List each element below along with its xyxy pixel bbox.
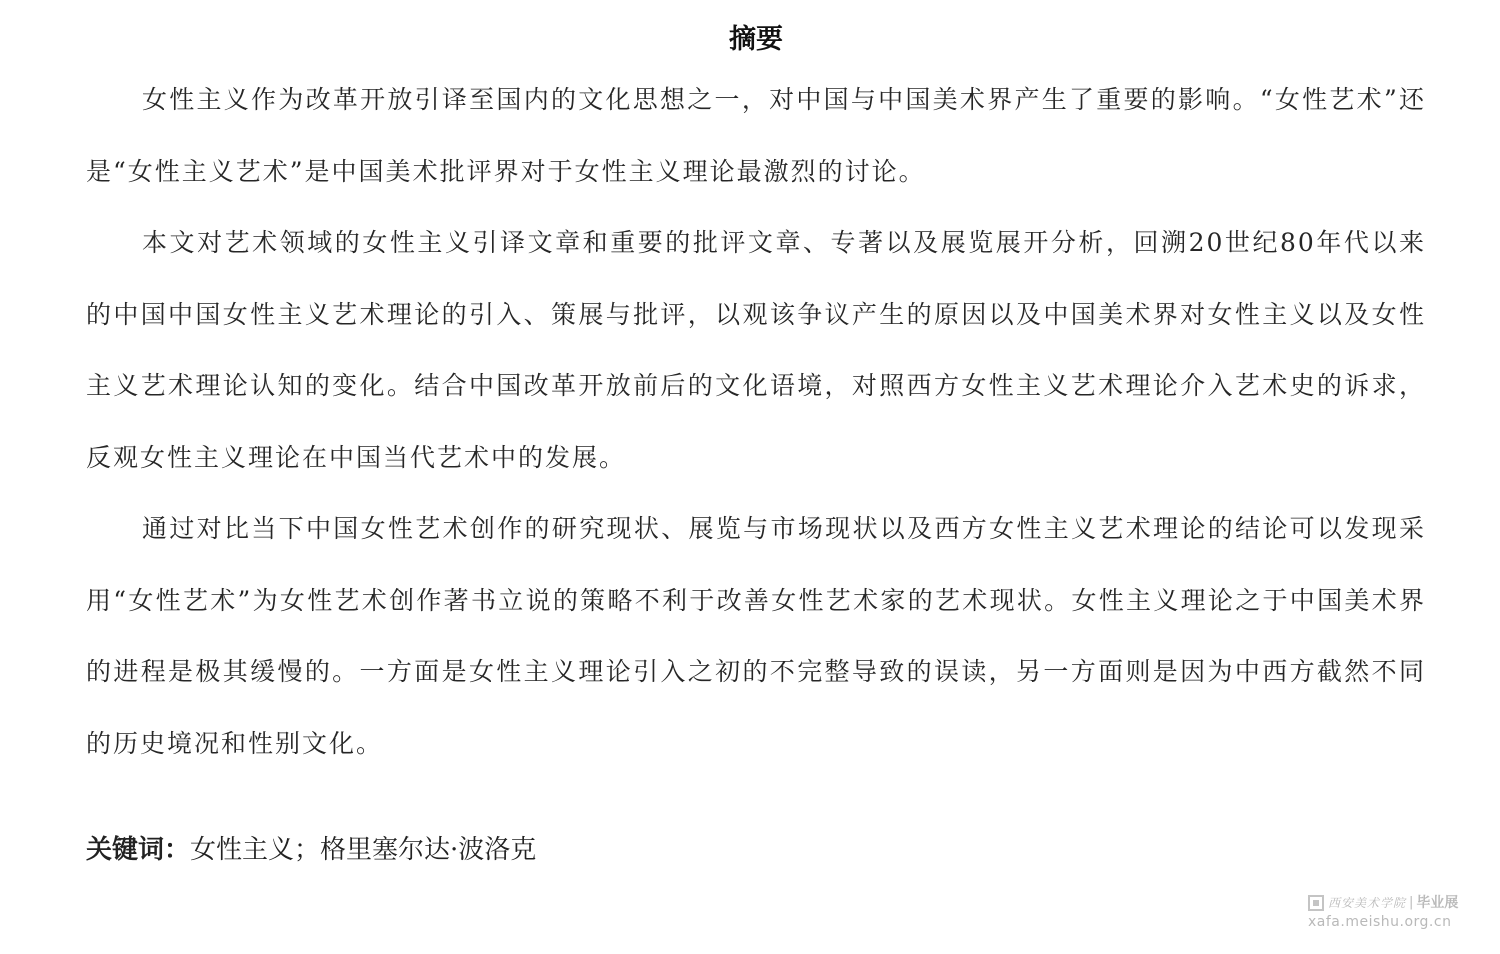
watermark-url: xafa.meishu.org.cn bbox=[1308, 914, 1452, 930]
abstract-paragraph-2: 本文对艺术领域的女性主义引译文章和重要的批评文章、专著以及展览展开分析，回溯20世纪80年代以来的中国中国女性主义艺术理论的引入、策展与批评，以观该争议产生的原因以及中国美术界对女性主义以及女性主义艺术理论认知的变化。结合中国改革开放前后的文化语境，对照西方女性主义艺术理论介入艺术史的诉求，反观女性主义理论在中国当代艺术中的发展。 bbox=[86, 228, 1426, 472]
abstract-paragraph-3: 通过对比当下中国女性艺术创作的研究现状、展览与市场现状以及西方女性主义艺术理论的结论可以发现采用“女性艺术”为女性艺术创作著书立说的策略不利于改善女性艺术家的艺术现状。女性主义理论之于中国美术界的进程是极其缓慢的。一方面是女性主义理论引入之初的不完整导致的误读，另一方面则是因为中西方截然不同的历史境况和性别文化。 bbox=[86, 514, 1426, 758]
watermark-exhibition: 毕业展 bbox=[1416, 895, 1459, 911]
keywords-label: 关键词： bbox=[86, 835, 191, 865]
keywords-line bbox=[86, 830, 536, 870]
watermark-separator: | bbox=[1409, 895, 1414, 910]
watermark-school-name: 西安美术学院 bbox=[1328, 896, 1407, 910]
abstract-paragraph-1: 女性主义作为改革开放引译至国内的文化思想之一，对中国与中国美术界产生了重要的影响。“女性艺术”还是“女性主义艺术”是中国美术批评界对于女性主义理论最激烈的讨论。 bbox=[86, 85, 1426, 186]
site-watermark bbox=[1308, 893, 1470, 931]
abstract-title: 摘要 bbox=[729, 24, 783, 55]
keywords-value: 女性主义；格里塞尔达·波洛克 bbox=[190, 835, 537, 865]
watermark-top-line bbox=[1308, 893, 1470, 913]
school-logo-icon bbox=[1308, 895, 1324, 911]
